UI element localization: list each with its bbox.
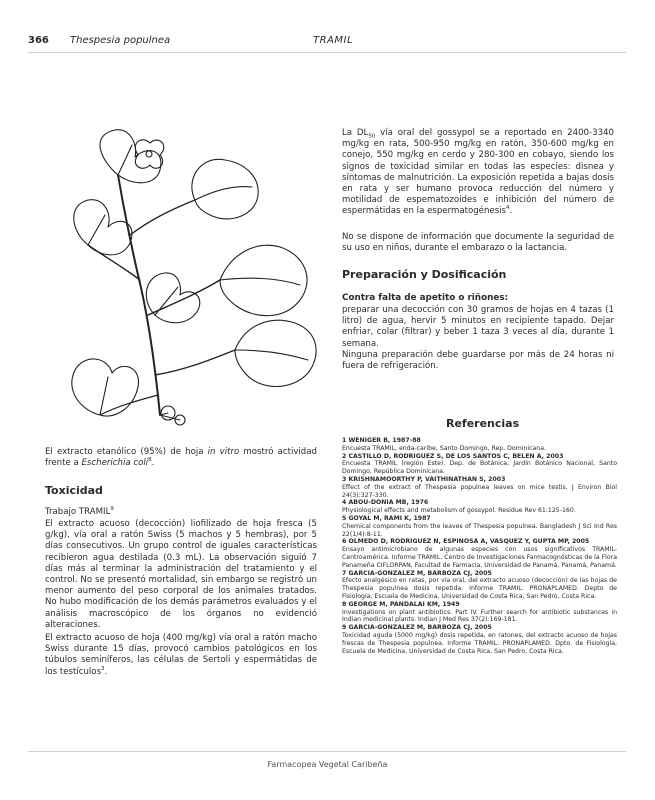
reference-item: [342, 570, 617, 601]
brand-header: TRAMIL: [313, 35, 354, 46]
antibacterial-paragraph: El extracto etanólico (95%) de hoja in vitro mostró actividad frente a Escherichia coli$^8$.: [45, 447, 317, 469]
toxicity-paragraph-1: El extracto acuoso (decocción) liofilizado de hoja fresca (5 g/kg), vía oral a ratón Swiss (5 machos y 5 hembras), por 5 días consecutivos. Un grupo control de iguales características recibieron agua destilada (0.3 mL). La observación siguió 7 días más al terminar la administración del tratamiento y el control. No se presentó mortalidad, sin embargo se registró un menor aumento del peso corporal de los animales tratados. No hubo modificación de los demás parámetros evaluados y el análisis macroscópico de los órganos no evidenció alteraciones.: [45, 519, 317, 630]
page-number: 366: [28, 35, 49, 46]
reference-text: Efecto analgésico en ratas, por vía oral, del extracto acuoso (decocción) de las hojas de Thespesia populnea dosis repetida. Informe TRAMIL. PRONAPLAMED. Depto de Fisiología, Escuela de Medicina, Universidad de Costa Rica, San Pedro, Costa Rica.: [342, 577, 617, 600]
preparation-subheading: Contra falta de apetito o riñones:: [342, 293, 509, 303]
thespesia-populnea-botanical-drawing: [60, 115, 330, 435]
reference-head: 9 GARCIA-GONZALEZ M, BARBOZA CJ, 2005: [342, 624, 492, 632]
reference-item: [342, 476, 617, 499]
footer-title: Farmacopea Vegetal Caribeña: [267, 760, 388, 769]
leaf-6-icon: [72, 359, 139, 416]
references-list: [342, 437, 617, 655]
reference-text: Investigations on plant antibiotics. Part IV. Further search for antibiotic substances in Indian medicinal plants. Indian J Med Res 37(2):169-181.: [342, 608, 617, 624]
reference-head: 3 KRISHNAMOORTHY P, VAITHINATHAN S, 2003: [342, 475, 506, 483]
fruit-icon: [160, 406, 185, 425]
reference-item: [342, 437, 617, 453]
reference-head: 7 GARCIA-GONZALEZ M, BARBOZA CJ, 2005: [342, 569, 492, 577]
toxicity-subheading: Trabajo TRAMIL$^9$: [45, 506, 114, 517]
reference-text: Ensayo antimicrobiano de algunas especies con usos significativos TRAMIL-Centroamérica. Informe TRAMIL. Centro de Investigaciones Farmacognósticas de la Flora Panameña CIFLORPAN, Facultad de Farmacia, Universidad de Panamá, Panamá, Panamá.: [342, 546, 617, 569]
leaf-2-icon: [192, 159, 258, 219]
reference-head: 1 WENIGER B, 1987-88: [342, 437, 421, 444]
reference-head: 4 ABOU-DONIA MB, 1976: [342, 499, 429, 507]
species-header: Thespesia populnea: [70, 35, 171, 46]
leaf-7-icon: [146, 273, 200, 323]
header-divider: [28, 52, 626, 53]
leaf-3-icon: [220, 245, 307, 315]
reference-head: 6 OLMEDO D, RODRIGUEZ N, ESPINOSA A, VASQUEZ Y, GUPTA MP, 2005: [342, 538, 590, 546]
reference-item: [342, 453, 617, 476]
reference-text: Effect of the extract of Thespesia populnea leaves on mice testis. J Environ Biol 24(3):327-330.: [342, 483, 617, 499]
leaf-5-icon: [235, 320, 316, 386]
reference-head: 2 CASTILLO D, RODRIGUEZ S, DE LOS SANTOS C, BELEN A, 2003: [342, 452, 564, 460]
reference-item: [342, 601, 617, 624]
reference-head: 8 GEORGE M, PANDALAI KM, 1949: [342, 600, 460, 608]
preparation-paragraph: preparar una decocción con 30 gramos de hojas en 4 tazas (1 litro) de agua, hervir 5 minutos en recipiente tapado. Dejar enfriar, colar (filtrar) y beber 1 taza 3 veces al día, durante 1 semana.: [342, 305, 614, 349]
reference-text: Physiological effects and metabolism of gossypol. Residue Rev 61:125-160.: [342, 507, 576, 515]
reference-item: [342, 499, 617, 515]
ld50-paragraph: La $DL_{50}$ vía oral del gossypol se a reportado en 2400-3340 mg/kg en rata, 500-950 mg/kg en ratón, 350-600 mg/kg en conejo, 550 mg/kg en cerdo y 280-300 en cobayo, siendo los signos de toxicidad similar en todas las especies: disnea y síntomas de malnutrición. La exposición repetida a bajas dosis en rata y ser humano provoca reducción del número y motilidad de espematozoides e inhibición del número de espermátidas en la espermatogénesis$^4$.: [342, 128, 614, 217]
reference-text: Toxicidad aguda (5000 mg/kg) dosis repetida, en ratones, del extracto acuoso de hojas frescas de Thespesia populnea. Informe TRAMIL. PRONAPLAMED. Dpto. de Fisiología, Escuela de Medicina, Universidad de Costa Rica, San Pedro, Costa Rica.: [342, 631, 617, 655]
reference-item: [342, 515, 617, 538]
reference-text: Encuesta TRAMIL (región Este). Dep. de Botánica, Jardín Botánico Nacional, Santo Domingo, República Dominicana.: [342, 460, 617, 476]
preparation-note: Ninguna preparación debe guardarse por más de 24 horas ni fuera de refrigeración.: [342, 350, 614, 372]
references-heading: Referencias: [446, 417, 520, 430]
reference-text: Encuesta TRAMIL, enda-caribe, Santo Domingo, Rep. Dominicana.: [342, 444, 546, 452]
preparation-heading: Preparación y Dosificación: [342, 268, 507, 281]
toxicity-heading: Toxicidad: [45, 484, 103, 497]
leaf-1-icon: [100, 130, 161, 183]
reference-text: Chemical components from the leaves of Thespesia populnea. Bangladesh J Sci Ind Res 22(1/4):8-11.: [342, 522, 617, 538]
reference-item: [342, 624, 617, 655]
toxicity-paragraph-2: El extracto acuoso de hoja (400 mg/kg) vía oral a ratón macho Swiss durante 15 días, provocó cambios patológicos en los túbulos seminíferos, las células de Sertoli y espermátidas de los testículos$^3$.: [45, 633, 317, 677]
safety-paragraph: No se dispone de información que documente la seguridad de su uso en niños, durante el embarazo o la lactancia.: [342, 232, 614, 254]
reference-head: 5 GOYAL M, RAMI K, 1987: [342, 514, 431, 522]
reference-item: [342, 538, 617, 569]
footer-divider: [28, 751, 626, 752]
